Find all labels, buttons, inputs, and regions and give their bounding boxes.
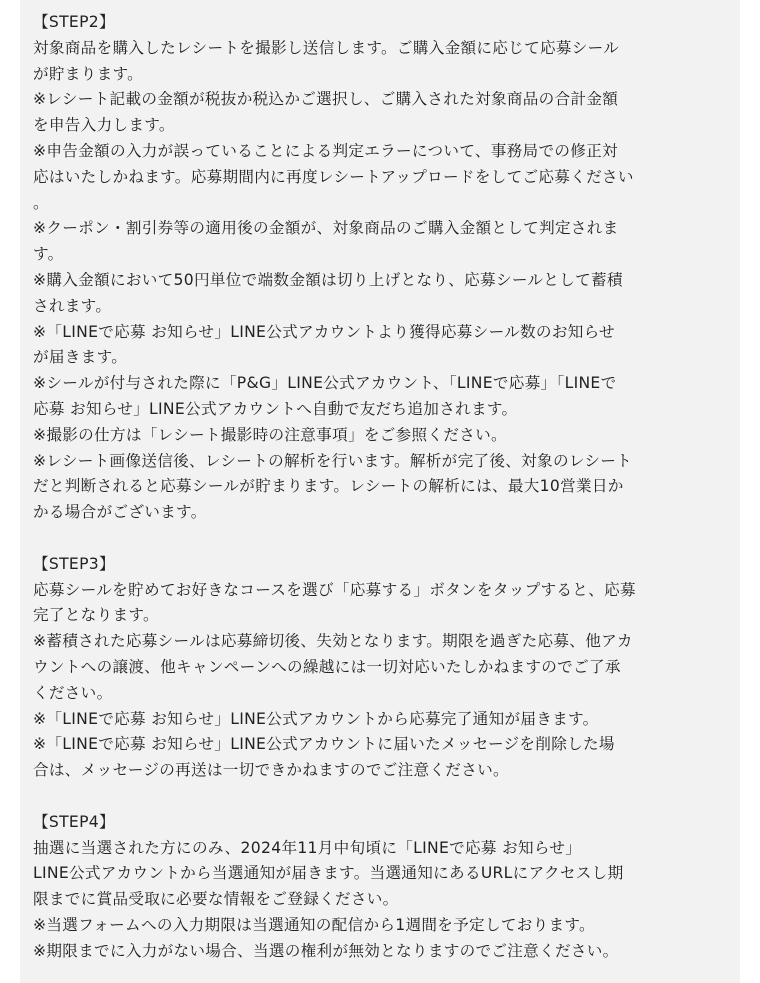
step4-line: 抽選に当選された方にのみ、2024年11月中旬頃に「LINEで応募 お知らせ」 xyxy=(33,838,582,857)
step2-line: だと判断されると応募シールが貯まります。レシートの解析には、最大10営業日か xyxy=(33,477,624,496)
step3-line: ください。 xyxy=(33,683,113,702)
step3-section xyxy=(33,552,728,784)
step3-line: ※蓄積された応募シールは応募締切後、失効となります。期限を過ぎた応募、他アカ xyxy=(33,632,633,651)
step2-line: されます。 xyxy=(33,296,112,315)
step2-line: を申告入力します。 xyxy=(33,116,175,135)
step2-line: が貯まります。 xyxy=(33,64,144,83)
step2-line: ※クーポン・割引券等の適用後の金額が、対象商品のご購入金額として判定されま xyxy=(33,219,619,238)
step2-line: ※レシート記載の金額が税抜か税込かご選択し、ご購入された対象商品の合計金額 xyxy=(33,90,619,109)
step4-line: ※期限までに入力がない場合、当選の権利が無効となりますのでご注意ください。 xyxy=(33,941,619,960)
step4-line: 限までに賞品受取に必要な情報をご登録ください。 xyxy=(33,890,399,909)
step2-line: ※撮影の仕方は「レシート撮影時の注意事項」をご参照ください。 xyxy=(33,425,507,444)
step2-line: 応はいたしかねます。応募期間内に再度レシートアップロードをしてご応募ください xyxy=(33,167,634,186)
step2-line: 。 xyxy=(33,193,49,212)
step3-line: ※「LINEで応募 お知らせ」LINE公式アカウントに届いたメッセージを削除した場 xyxy=(33,735,615,754)
step4-heading: 【STEP4】 xyxy=(33,812,115,831)
step2-line: が届きます。 xyxy=(33,348,128,367)
step2-line: す。 xyxy=(33,245,64,264)
step2-line: かる場合がございます。 xyxy=(33,503,207,522)
step2-heading: 【STEP2】 xyxy=(33,13,115,31)
step4-section xyxy=(33,810,728,965)
step3-line: ウントへの譲渡、他キャンペーンへの繰越には一切対応いたしかねますのでご了承 xyxy=(33,657,621,676)
step3-line: 合は、メッセージの再送は一切できかねますのでご注意ください。 xyxy=(33,761,509,780)
step3-line: 完了となります。 xyxy=(33,606,159,625)
steps-panel xyxy=(20,0,740,983)
step2-line: ※レシート画像送信後、レシートの解析を行います。解析が完了後、対象のレシート xyxy=(33,451,633,470)
step2-line: 対象商品を購入したレシートを撮影し送信します。ご購入金額に応じて応募シール xyxy=(33,38,620,57)
step2-section xyxy=(33,10,728,526)
step3-line: 応募シールを貯めてお好きなコースを選び「応募する」ボタンをタップすると、応募 xyxy=(33,580,636,599)
step3-heading: 【STEP3】 xyxy=(33,554,115,573)
step3-line: ※「LINEで応募 お知らせ」LINE公式アカウントから応募完了通知が届きます。 xyxy=(33,709,599,728)
step2-line: ※申告金額の入力が誤っていることによる判定エラーについて、事務局での修正対 xyxy=(33,141,618,160)
step2-line: 応募 お知らせ」LINE公式アカウントへ自動で友だち追加されます。 xyxy=(33,399,518,418)
step4-line: ※当選フォームへの入力期限は当選通知の配信から1週間を予定しております。 xyxy=(33,915,595,934)
step2-line: ※「LINEで応募 お知らせ」LINE公式アカウントより獲得応募シール数のお知らせ xyxy=(33,322,615,341)
step4-line: LINE公式アカウントから当選通知が届きます。当選通知にあるURLにアクセスし期 xyxy=(33,864,624,883)
step2-line: ※シールが付与された際に「P&G」LINE公式アカウント、「LINEで応募」「LINEで xyxy=(33,374,617,393)
step2-line: ※購入金額において50円単位で端数金額は切り上げとなり、応募シールとして蓄積 xyxy=(33,270,623,289)
